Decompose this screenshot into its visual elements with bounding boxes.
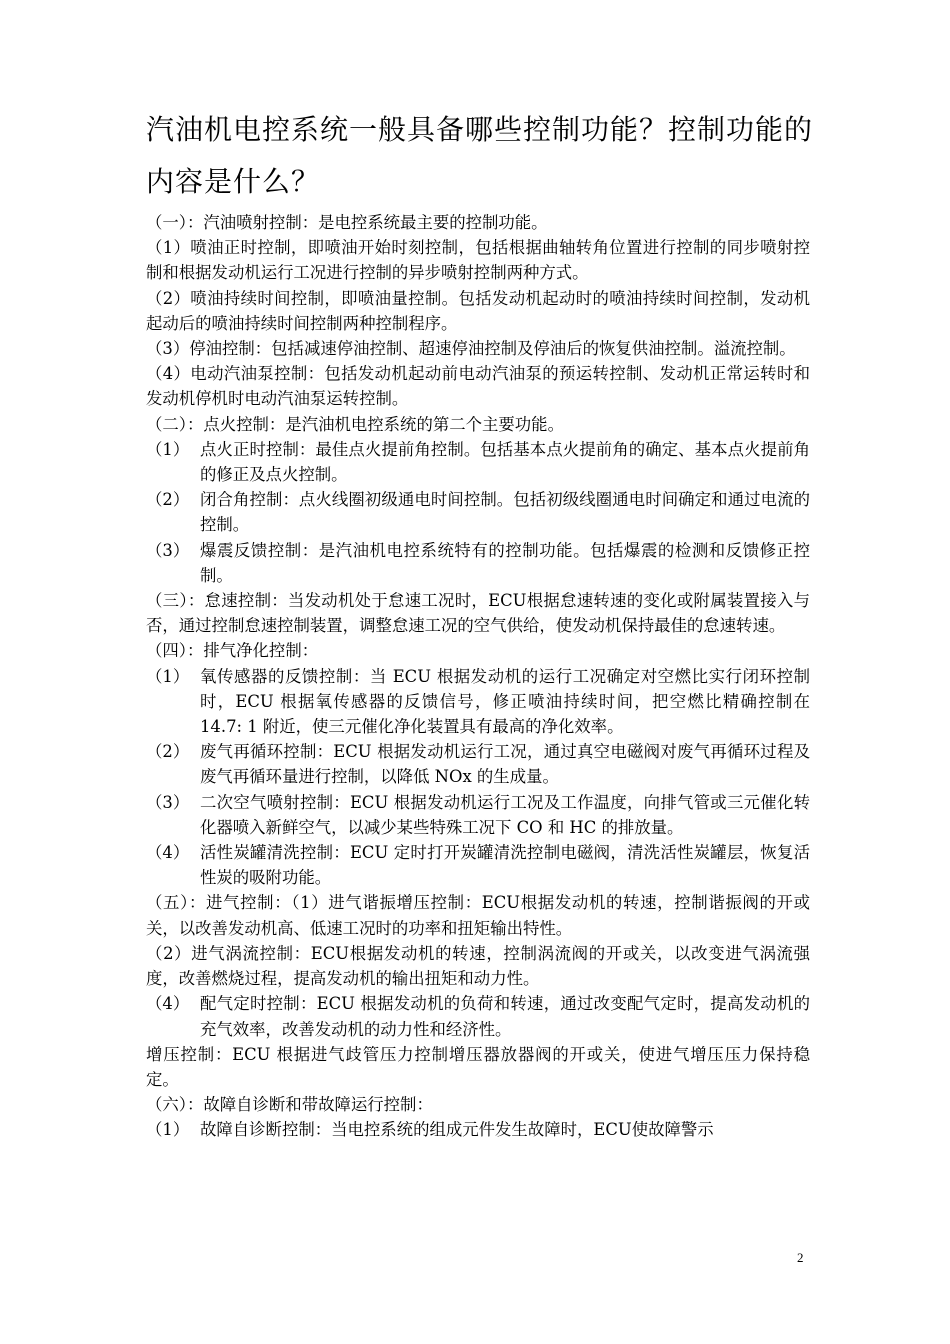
item-number: （1） xyxy=(146,666,190,686)
item-text: 二次空气喷射控制：ECU 根据发动机运行工况及工作温度，向排气管或三元催化转化器喷入新鲜空气，以减少某些特殊工况下 CO 和 HC 的排放量。 xyxy=(200,792,810,837)
item-text: 配气定时控制：ECU 根据发动机的负荷和转速，通过改变配气定时，提高发动机的充气效率，改善发动机的动力性和经济性。 xyxy=(200,994,810,1039)
numbered-item xyxy=(146,991,810,1041)
item-number: （4） xyxy=(146,994,190,1014)
paragraph: 增压控制：ECU 根据进气歧管压力控制增压器放器阀的开或关，使进气增压压力保持稳定。 xyxy=(146,1044,810,1089)
item-text: 氧传感器的反馈控制：当 ECU 根据发动机的运行工况确定对空燃比实行闭环控制时，ECU 根据氧传感器的反馈信号，修正喷油持续时间，把空燃比精确控制在 14.7: 1 附近，使三元催化净化装置具有最高的净化效率。 xyxy=(200,666,810,737)
item-text: 故障自诊断控制：当电控系统的组成元件发生故障时，ECU使故障警示 xyxy=(200,1120,714,1140)
item-number: （3） xyxy=(146,540,190,560)
paragraph: （二）：点火控制：是汽油机电控系统的第二个主要功能。 xyxy=(146,414,564,434)
numbered-item xyxy=(146,739,810,789)
paragraph: （2）喷油持续时间控制，即喷油量控制。包括发动机起动时的喷油持续时间控制，发动机起动后的喷油持续时间控制两种控制程序。 xyxy=(146,288,810,333)
item-number: （1） xyxy=(146,1120,190,1140)
numbered-item xyxy=(146,487,810,537)
item-text: 活性炭罐清洗控制：ECU 定时打开炭罐清洗控制电磁阀，清洗活性炭罐层，恢复活性炭的吸附功能。 xyxy=(200,843,810,888)
numbered-item xyxy=(146,840,810,890)
document-title: 汽油机电控系统一般具备哪些控制功能？控制功能的内容是什么？ xyxy=(146,113,814,198)
item-number: （3） xyxy=(146,792,190,812)
item-text: 闭合角控制：点火线圈初级通电时间控制。包括初级线圈通电时间确定和通过电流的控制。 xyxy=(200,490,810,535)
item-number: （2） xyxy=(146,490,190,510)
item-text: 废气再循环控制：ECU 根据发动机运行工况，通过真空电磁阀对废气再循环过程及废气再循环量进行控制，以降低 NOx 的生成量。 xyxy=(200,742,810,787)
item-number: （1） xyxy=(146,439,190,459)
item-text: 点火正时控制：最佳点火提前角控制。包括基本点火提前角的确定、基本点火提前角的修正及点火控制。 xyxy=(200,439,810,485)
paragraph: （四）：排气净化控制： xyxy=(146,641,319,661)
numbered-item xyxy=(146,437,810,487)
page-number: 2 xyxy=(797,1250,804,1265)
paragraph: （一）：汽油喷射控制：是电控系统最主要的控制功能。 xyxy=(146,213,548,232)
item-number: （4） xyxy=(146,843,190,863)
paragraph: （五）：进气控制：（1）进气谐振增压控制：ECU根据发动机的转速，控制谐振阀的开或关，以改善发动机高、低速工况时的功率和扭矩输出特性。 xyxy=(146,893,810,938)
paragraph: （三）：怠速控制：当发动机处于怠速工况时，ECU根据怠速转速的变化或附属装置接入与否，通过控制怠速控制装置，调整怠速工况的空气供给，使发动机保持最佳的怠速转速。 xyxy=(146,591,810,636)
numbered-item xyxy=(146,1117,810,1142)
paragraph: （3）停油控制：包括减速停油控制、超速停油控制及停油后的恢复供油控制。溢流控制。 xyxy=(146,339,796,359)
paragraph: （六）：故障自诊断和带故障运行控制： xyxy=(146,1095,433,1115)
item-text: 爆震反馈控制：是汽油机电控系统特有的控制功能。包括爆震的检测和反馈修正控制。 xyxy=(200,540,810,585)
document-body xyxy=(146,210,810,1143)
paragraph: （1）喷油正时控制，即喷油开始时刻控制，包括根据曲轴转角位置进行控制的同步喷射控制和根据发动机运行工况进行控制的异步喷射控制两种方式。 xyxy=(146,238,810,283)
numbered-item xyxy=(146,790,810,840)
item-number: （2） xyxy=(146,742,190,762)
paragraph: （4）电动汽油泵控制：包括发动机起动前电动汽油泵的预运转控制、发动机正常运转时和发动机停机时电动汽油泵运转控制。 xyxy=(146,364,810,409)
paragraph: （2）进气涡流控制：ECU根据发动机的转速，控制涡流阀的开或关，以改变进气涡流强度，改善燃烧过程，提高发动机的输出扭矩和动力性。 xyxy=(146,943,810,989)
numbered-item xyxy=(146,538,810,588)
numbered-item xyxy=(146,664,810,740)
